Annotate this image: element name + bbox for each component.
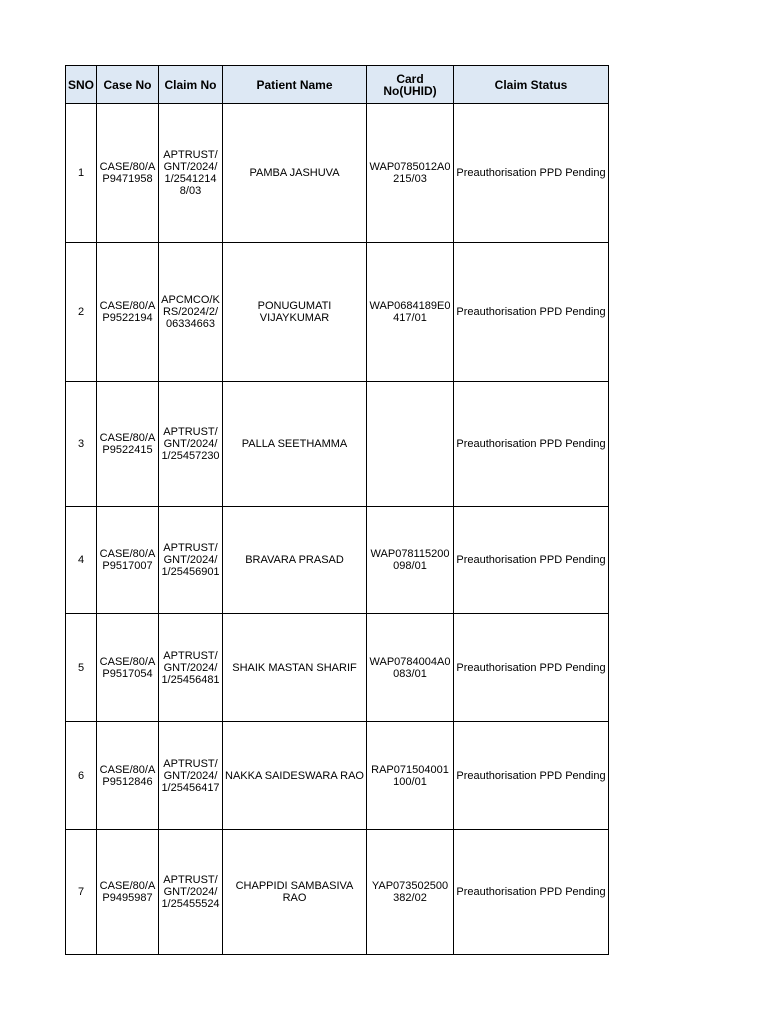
table-row xyxy=(66,614,609,722)
cell-case-no: CASE/80/AP9471958 xyxy=(97,104,159,243)
table-row xyxy=(66,722,609,830)
header-claim-status: Claim Status xyxy=(454,66,609,104)
table-row xyxy=(66,243,609,382)
cell-claim-no: APTRUST/GNT/2024/1/25455524 xyxy=(159,830,223,955)
header-patient-name: Patient Name xyxy=(223,66,367,104)
cell-card-no: WAP078115200098/01 xyxy=(367,507,454,614)
cell-patient-name: BRAVARA PRASAD xyxy=(223,507,367,614)
cell-claim-status: Preauthorisation PPD Pending xyxy=(454,243,609,382)
table-header xyxy=(66,66,609,104)
cell-card-no: YAP073502500382/02 xyxy=(367,830,454,955)
header-case-no: Case No xyxy=(97,66,159,104)
cell-case-no: CASE/80/AP9522194 xyxy=(97,243,159,382)
table-row xyxy=(66,507,609,614)
cell-claim-status: Preauthorisation PPD Pending xyxy=(454,830,609,955)
cell-patient-name: CHAPPIDI SAMBASIVA RAO xyxy=(223,830,367,955)
cell-claim-status: Preauthorisation PPD Pending xyxy=(454,614,609,722)
header-row xyxy=(66,66,609,104)
cell-case-no: CASE/80/AP9517054 xyxy=(97,614,159,722)
cell-claim-status: Preauthorisation PPD Pending xyxy=(454,104,609,243)
cell-patient-name: PONUGUMATI VIJAYKUMAR xyxy=(223,243,367,382)
cell-case-no: CASE/80/AP9495987 xyxy=(97,830,159,955)
cell-claim-no: APTRUST/GNT/2024/1/25412148/03 xyxy=(159,104,223,243)
cell-claim-status: Preauthorisation PPD Pending xyxy=(454,722,609,830)
cell-claim-status: Preauthorisation PPD Pending xyxy=(454,507,609,614)
cell-card-no: RAP071504001100/01 xyxy=(367,722,454,830)
header-claim-no: Claim No xyxy=(159,66,223,104)
cell-patient-name: SHAIK MASTAN SHARIF xyxy=(223,614,367,722)
cell-sno: 5 xyxy=(66,614,97,722)
cell-claim-no: APCMCO/KRS/2024/2/06334663 xyxy=(159,243,223,382)
cell-claim-no: APTRUST/GNT/2024/1/25456901 xyxy=(159,507,223,614)
cell-card-no: WAP0684189E0417/01 xyxy=(367,243,454,382)
table-row xyxy=(66,830,609,955)
cell-claim-status: Preauthorisation PPD Pending xyxy=(454,382,609,507)
cell-card-no xyxy=(367,382,454,507)
cell-sno: 3 xyxy=(66,382,97,507)
table-row xyxy=(66,382,609,507)
table-body xyxy=(66,104,609,955)
cell-sno: 4 xyxy=(66,507,97,614)
cell-case-no: CASE/80/AP9522415 xyxy=(97,382,159,507)
header-sno: SNO xyxy=(66,66,97,104)
cell-card-no: WAP0784004A0083/01 xyxy=(367,614,454,722)
cell-patient-name: NAKKA SAIDESWARA RAO xyxy=(223,722,367,830)
cell-sno: 2 xyxy=(66,243,97,382)
cell-case-no: CASE/80/AP9517007 xyxy=(97,507,159,614)
cell-patient-name: PALLA SEETHAMMA xyxy=(223,382,367,507)
cell-sno: 1 xyxy=(66,104,97,243)
cell-claim-no: APTRUST/GNT/2024/1/25457230 xyxy=(159,382,223,507)
cell-claim-no: APTRUST/GNT/2024/1/25456417 xyxy=(159,722,223,830)
cell-sno: 7 xyxy=(66,830,97,955)
claims-table xyxy=(65,65,609,955)
cell-card-no: WAP0785012A0215/03 xyxy=(367,104,454,243)
table-row xyxy=(66,104,609,243)
cell-case-no: CASE/80/AP9512846 xyxy=(97,722,159,830)
cell-sno: 6 xyxy=(66,722,97,830)
cell-claim-no: APTRUST/GNT/2024/1/25456481 xyxy=(159,614,223,722)
header-card-no: Card No(UHID) xyxy=(367,66,454,104)
cell-patient-name: PAMBA JASHUVA xyxy=(223,104,367,243)
